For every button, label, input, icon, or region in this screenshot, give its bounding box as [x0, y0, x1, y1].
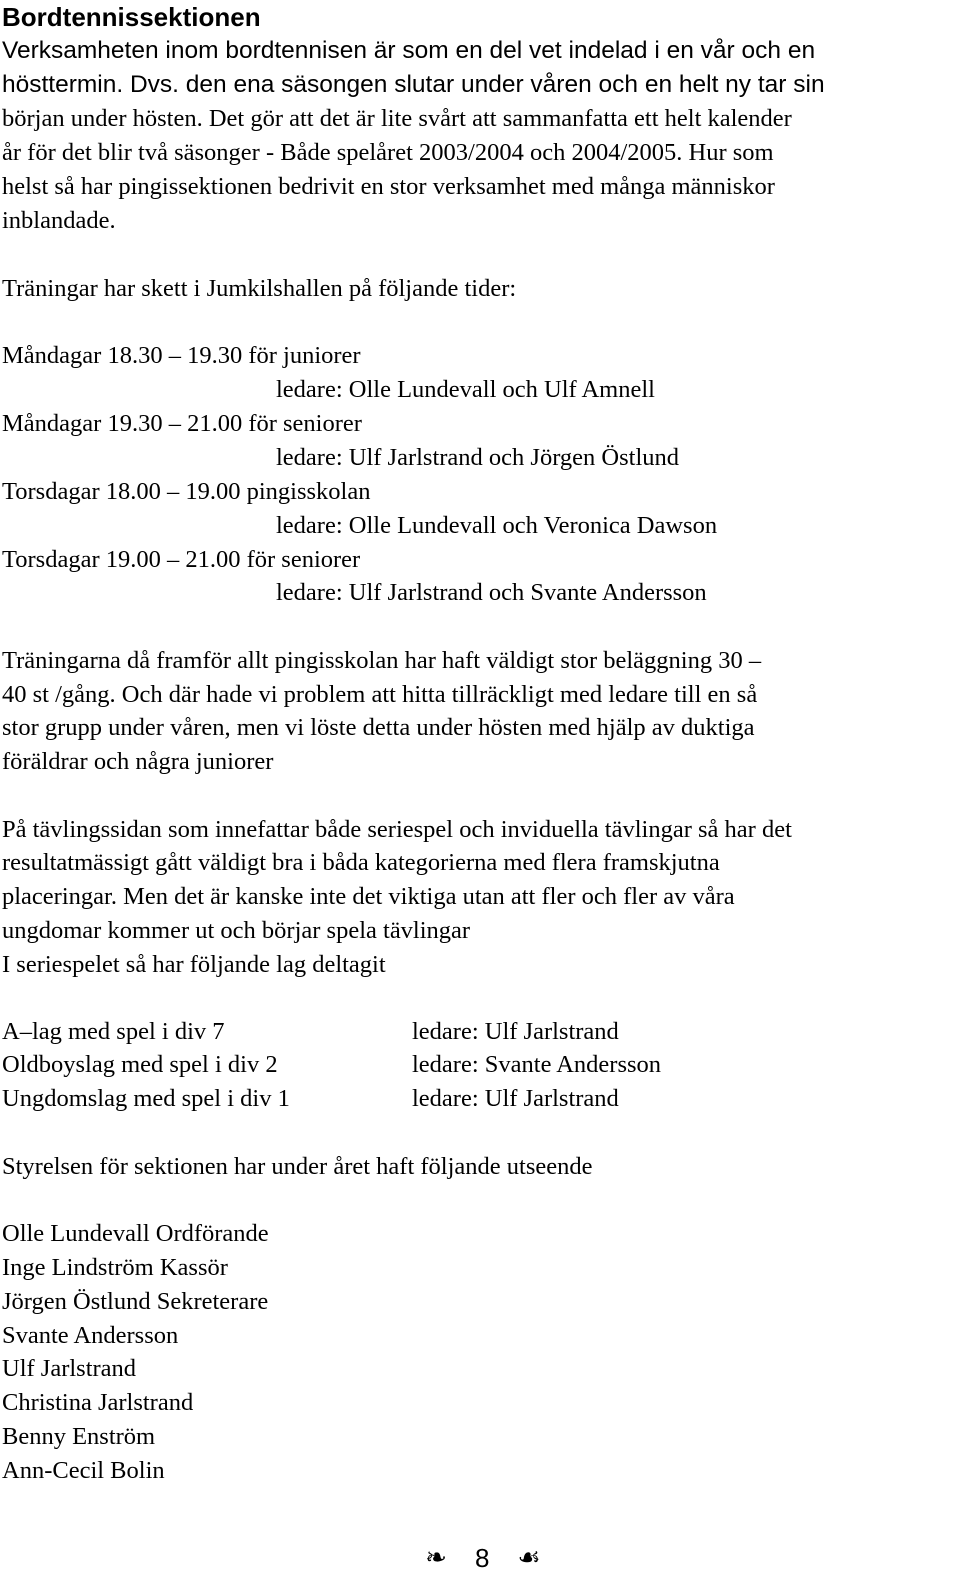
page-footer [398, 1538, 568, 1578]
training-leaders: ledare: Ulf Jarlstrand och Jörgen Östlund [276, 444, 680, 471]
text-line: Verksamheten inom bordtennisen är som en del vet indelad i en vår och en [2, 37, 816, 64]
text-line: början under hösten. Det gör att det är lite svårt att sammanfatta ett helt kalender [2, 105, 792, 132]
text-line: På tävlingssidan som innefattar både seriespel och inviduella tävlingar så har det [2, 816, 792, 843]
team-leader: ledare: Ulf Jarlstrand [412, 1018, 619, 1045]
text-line: ungdomar kommer ut och börjar spela tävlingar [2, 917, 471, 944]
training-time: Måndagar 19.30 – 21.00 för seniorer [2, 410, 362, 437]
page-number: 8 [475, 1542, 490, 1573]
training-leaders: ledare: Ulf Jarlstrand och Svante Andersson [276, 579, 707, 606]
text-line: resultatmässigt gått väldigt bra i båda kategorierna med flera framskjutna [2, 849, 720, 876]
board-member: Christina Jarlstrand [2, 1389, 194, 1416]
board-intro: Styrelsen för sektionen har under året haft följande utseende [2, 1153, 593, 1180]
page-title: Bordtennissektionen [2, 2, 261, 32]
team-name: A–lag med spel i div 7 [2, 1018, 225, 1045]
training-time: Torsdagar 19.00 – 21.00 för seniorer [2, 546, 361, 573]
training-time: Torsdagar 18.00 – 19.00 pingisskolan [2, 478, 371, 505]
text-line: Träningarna då framför allt pingisskolan har haft väldigt stor beläggning 30 – [2, 647, 762, 674]
team-leader: ledare: Ulf Jarlstrand [412, 1085, 619, 1112]
board-member: Benny Enström [2, 1423, 156, 1450]
text-line: hösttermin. Dvs. den ena säsongen slutar under våren och en helt ny tar sin [2, 71, 825, 98]
left-ornament-icon: ❧ [425, 1543, 447, 1573]
text-line: inblandade. [2, 207, 116, 234]
text-line: helst så har pingissektionen bedrivit en stor verksamhet med många människor [2, 173, 775, 200]
board-member: Jörgen Östlund Sekreterare [2, 1288, 269, 1315]
board-member: Svante Andersson [2, 1322, 179, 1349]
team-leader: ledare: Svante Andersson [412, 1051, 662, 1078]
team-name: Oldboyslag med spel i div 2 [2, 1051, 278, 1078]
training-time: Måndagar 18.30 – 19.30 för juniorer [2, 342, 361, 369]
board-member: Olle Lundevall Ordförande [2, 1220, 269, 1247]
text-line: 40 st /gång. Och där hade vi problem att hitta tillräckligt med ledare till en så [2, 681, 758, 708]
training-leaders: ledare: Olle Lundevall och Ulf Amnell [276, 376, 655, 403]
board-member: Ulf Jarlstrand [2, 1355, 137, 1382]
trainings-intro: Träningar har skett i Jumkilshallen på följande tider: [2, 275, 517, 302]
text-line: placeringar. Men det är kanske inte det viktiga utan att fler och fler av våra [2, 883, 735, 910]
text-line: I seriespelet så har följande lag deltagit [2, 951, 386, 978]
training-leaders: ledare: Olle Lundevall och Veronica Dawson [276, 512, 718, 539]
text-line: föräldrar och några juniorer [2, 748, 274, 775]
board-member: Ann-Cecil Bolin [2, 1457, 165, 1484]
right-ornament-icon: ☙ [517, 1543, 541, 1573]
team-name: Ungdomslag med spel i div 1 [2, 1085, 290, 1112]
board-member: Inge Lindström Kassör [2, 1254, 228, 1281]
text-line: stor grupp under våren, men vi löste detta under hösten med hjälp av duktiga [2, 714, 755, 741]
text-line: år för det blir två säsonger - Både spelåret 2003/2004 och 2004/2005. Hur som [2, 139, 774, 166]
